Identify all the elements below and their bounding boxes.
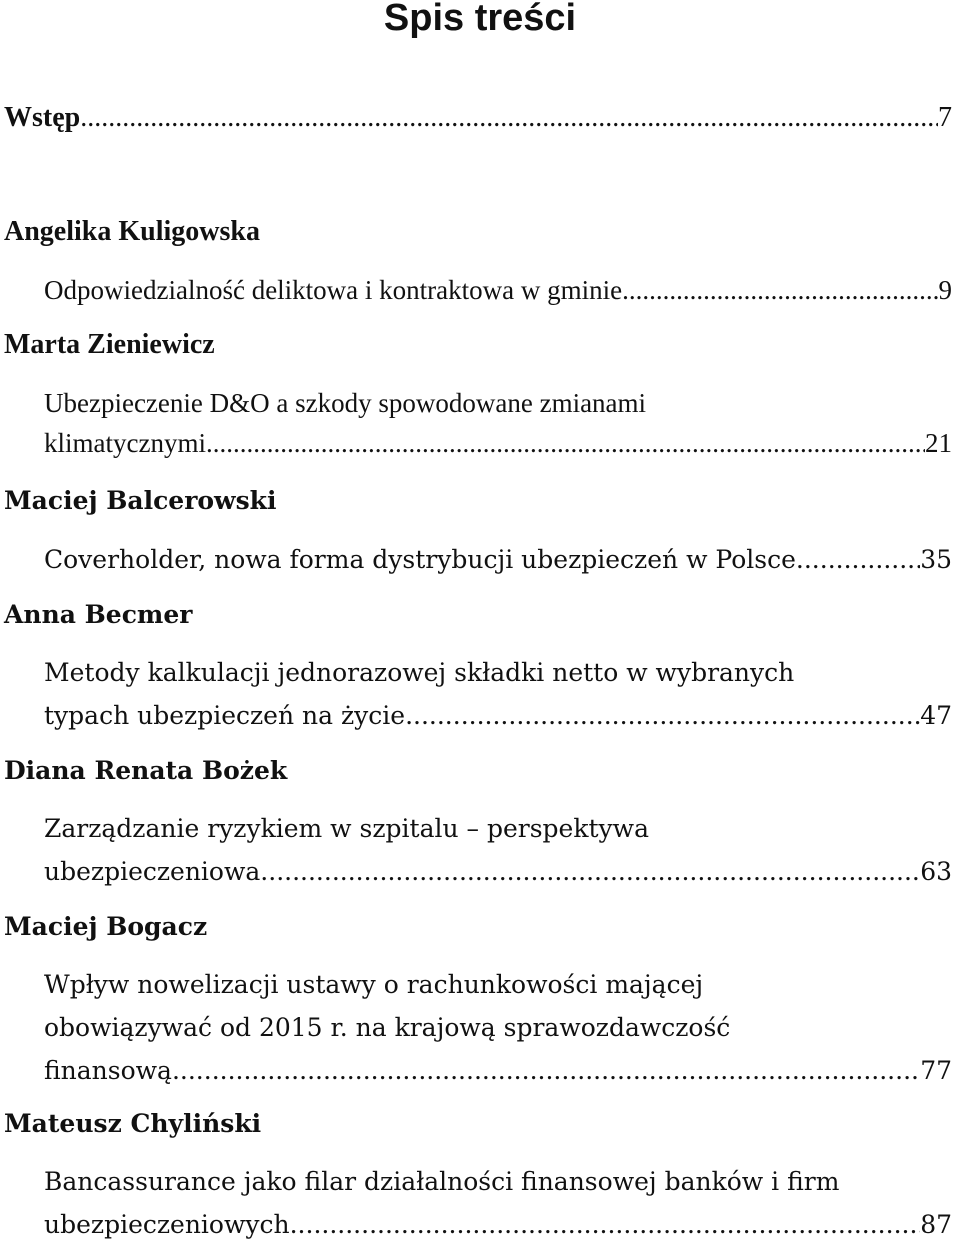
toc-entry-article[interactable] (44, 651, 952, 737)
toc-entry-article[interactable] (44, 383, 952, 463)
dot-leader (260, 850, 920, 893)
article-title-line: Ubezpieczenie D&O a szkody spowodowane zmianami (44, 388, 647, 418)
dot-leader (622, 270, 938, 310)
article-title-line: klimatycznymi (44, 428, 206, 458)
toc-entry-intro[interactable] (4, 98, 952, 138)
article-title-line: typach ubezpieczeń na życie (44, 701, 406, 730)
article-title-line: ubezpieczeniowa (44, 857, 261, 886)
dot-leader (405, 694, 920, 737)
article-title-line: Wpływ nowelizacji ustawy o rachunkowości mającej (44, 970, 704, 999)
article-title-line: obowiązywać od 2015 r. na krajową sprawozdawczość (44, 1013, 731, 1042)
author-name: Mateusz Chyliński (4, 1109, 262, 1138)
page-number: 35 (920, 545, 952, 574)
dot-leader (206, 423, 925, 463)
article-title-line: finansową (44, 1056, 172, 1085)
toc-entry-title: Wstęp (4, 102, 81, 133)
dot-leader (80, 98, 938, 138)
author-name: Maciej Bogacz (4, 912, 208, 941)
page-number: 77 (920, 1056, 952, 1085)
article-title-line: Coverholder, nowa forma dystrybucji ubezpieczeń w Polsce (44, 545, 796, 574)
article-title-line: Zarządzanie ryzykiem w szpitalu – perspektywa (44, 814, 649, 843)
toc-entry-article[interactable] (44, 807, 952, 893)
page-number: 7 (938, 102, 952, 133)
toc-entry-article[interactable] (44, 1160, 952, 1246)
article-title-line: Metody kalkulacji jednorazowej składki netto w wybranych (44, 658, 795, 687)
page-number: 87 (920, 1210, 952, 1239)
author-name: Angelika Kuligowska (4, 216, 260, 247)
author-name: Maciej Balcerowski (4, 486, 277, 515)
article-title-line: Bancassurance jako filar działalności finansowej banków i firm (44, 1167, 840, 1196)
page-number: 47 (920, 701, 952, 730)
toc-entry-article[interactable] (44, 538, 952, 581)
author-name: Anna Becmer (4, 600, 193, 629)
page-number: 63 (920, 857, 952, 886)
dot-leader (290, 1203, 921, 1246)
dot-leader (172, 1049, 920, 1092)
toc-entry-article[interactable] (44, 270, 952, 310)
page-number: 21 (925, 428, 952, 458)
article-title-line: ubezpieczeniowych (44, 1210, 290, 1239)
page-title: Spis treści (383, 0, 577, 39)
dot-leader (796, 538, 920, 581)
article-title-line: Odpowiedzialność deliktowa i kontraktowa w gminie (44, 275, 623, 305)
author-name: Marta Zieniewicz (4, 329, 215, 360)
toc-entry-article[interactable] (44, 963, 952, 1092)
author-name: Diana Renata Bożek (4, 756, 288, 785)
page-number: 9 (938, 275, 952, 305)
